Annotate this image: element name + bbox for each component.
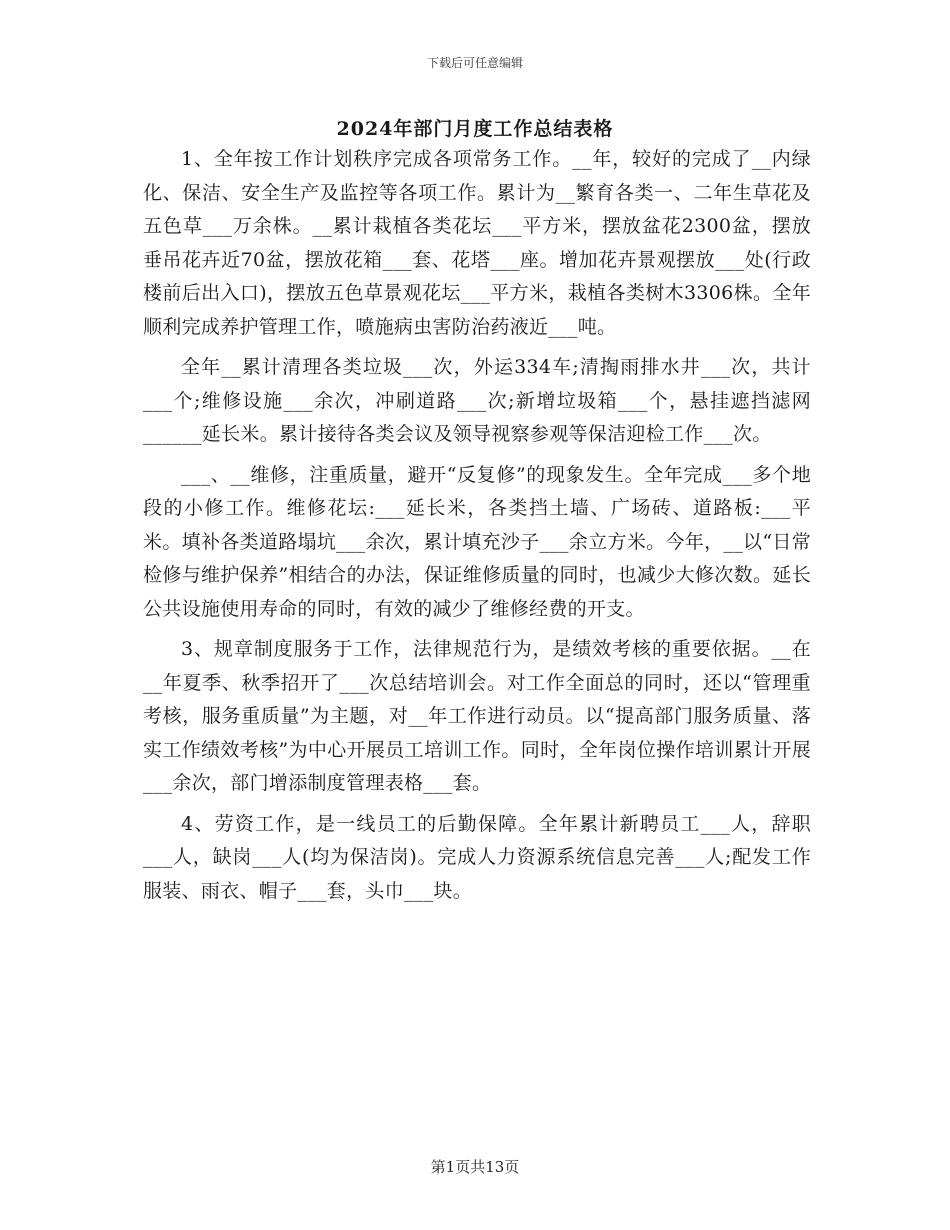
paragraph-rules-training: 3、规章制度服务于工作，法律规范行为，是绩效考核的重要依据。__在__年夏季、秋季招开了___次总结培训会。对工作全面总的同时，还以“管理重考核，服务重质量”为主题，对__年工作进行动员。以“提高部门服务质量、落实工作绩效考核”为中心开展员工培训工作。同时，全年岗位操作培训累计开展___余次，部门增添制度管理表格___套。 xyxy=(143,638,811,794)
document-title: 2024年部门月度工作总结表格 xyxy=(336,118,614,140)
paragraph-cleaning-work: 全年__累计清理各类垃圾___次，外运334车;清掏雨排水井___次，共计___个;维修设施___余次，冲刷道路___次;新增垃圾箱___个，悬挂遮挡滤网______延长米。累计接待各类会议及领导视察参观等保洁迎检工作___次。 xyxy=(143,356,811,445)
paragraph-labor-work: 4、劳资工作，是一线员工的后勤保障。全年累计新聘员工___人，辞职___人，缺岗___人(均为保洁岗)。完成人力资源系统信息完善___人;配发工作服装、雨衣、帽子___套，头巾___块。 xyxy=(143,812,811,902)
page-number: 第1页共13页 xyxy=(430,1158,520,1176)
paragraph-greening-work: 1、全年按工作计划秩序完成各项常务工作。__年，较好的完成了__内绿化、保洁、安全生产及监控等各项工作。累计为__繁育各类一、二年生草花及五色草___万余株。__累计栽植各类花坛___平方米，摆放盆花2300盆，摆放垂吊花卉近70盆，摆放花箱___套、花塔___座。增加花卉景观摆放___处(行政楼前后出入口)，摆放五色草景观花坛___平方米，栽植各类树木3306株。全年顺利完成养护管理工作，喷施病虫害防治药液近___吨。 xyxy=(143,148,811,338)
page-header-note: 下载后可任意编辑 xyxy=(426,56,523,70)
document-body xyxy=(143,143,811,908)
paragraph-maintenance-work: ___、__维修，注重质量，避开“反复修”的现象发生。全年完成___多个地段的小修工作。维修花坛:___延长米，各类挡土墙、广场砖、道路板:___平米。填补各类道路塌坑___余次，累计填充沙子___余立方米。今年，__以“日常检修与维护保养”相结合的办法，保证维修质量的同时，也减少大修次数。延长公共设施使用寿命的同时，有效的减少了维修经费的开支。 xyxy=(143,463,811,620)
